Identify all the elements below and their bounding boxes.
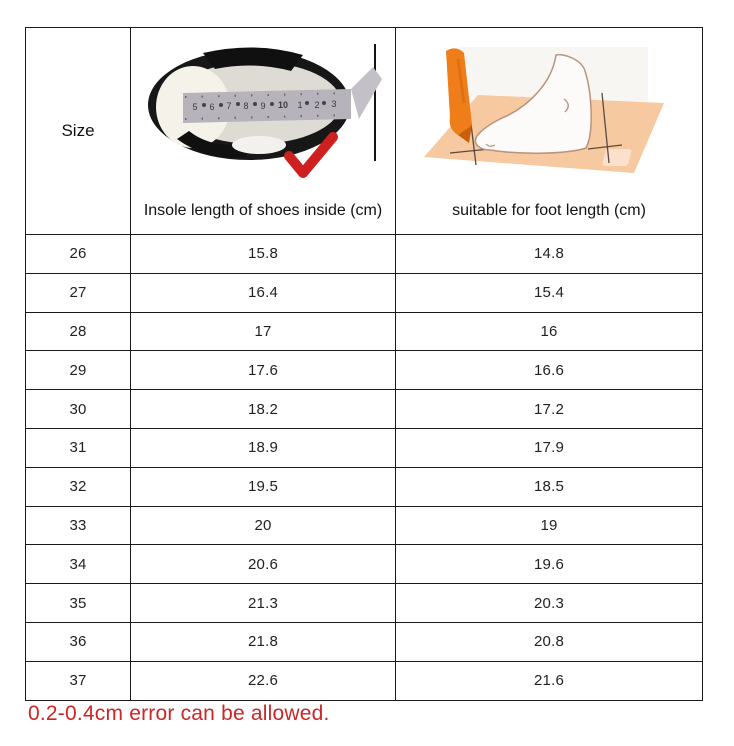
insole-column-header: [131, 28, 396, 235]
foot-cell: 20.8: [396, 622, 703, 661]
foot-cell: 17.2: [396, 390, 703, 429]
foot-cell: 17.9: [396, 428, 703, 467]
svg-text:8: 8: [243, 101, 249, 111]
shoe-insole-photo: [137, 39, 389, 191]
size-chart-table: [25, 27, 703, 701]
size-chart-body: [26, 235, 703, 701]
svg-text:1: 1: [297, 100, 303, 110]
insole-cell: 20: [131, 506, 396, 545]
svg-text:9: 9: [260, 101, 266, 111]
size-cell: 27: [26, 273, 131, 312]
size-cell: 33: [26, 506, 131, 545]
insole-cell: 16.4: [131, 273, 396, 312]
table-row: [26, 584, 703, 623]
foot-cell: 21.6: [396, 661, 703, 700]
svg-text:2: 2: [314, 100, 320, 110]
table-row: [26, 467, 703, 506]
table-row: [26, 235, 703, 274]
insole-cell: 17: [131, 312, 396, 351]
foot-column-label: suitable for foot length (cm): [452, 202, 646, 219]
table-row: [26, 661, 703, 700]
svg-text:10: 10: [277, 100, 289, 110]
insole-cell: 17.6: [131, 351, 396, 390]
size-cell: 31: [26, 428, 131, 467]
foot-cell: 19.6: [396, 545, 703, 584]
insole-cell: 18.9: [131, 428, 396, 467]
size-cell: 35: [26, 584, 131, 623]
size-cell: 34: [26, 545, 131, 584]
svg-text:5: 5: [192, 102, 198, 112]
insole-cell: 22.6: [131, 661, 396, 700]
insole-cell: 19.5: [131, 467, 396, 506]
foot-cell: 18.5: [396, 467, 703, 506]
foot-cell: 15.4: [396, 273, 703, 312]
table-row: [26, 622, 703, 661]
table-row: [26, 428, 703, 467]
table-row: [26, 351, 703, 390]
foot-column-header: [396, 28, 703, 235]
foot-cell: 14.8: [396, 235, 703, 274]
size-cell: 30: [26, 390, 131, 429]
insole-cell: 20.6: [131, 545, 396, 584]
insole-column-label: Insole length of shoes inside (cm): [143, 202, 383, 219]
shoe-measure-image-wrap: [131, 28, 395, 202]
table-row: [26, 312, 703, 351]
insole-cell: 15.8: [131, 235, 396, 274]
size-cell: 29: [26, 351, 131, 390]
svg-text:7: 7: [226, 101, 232, 111]
svg-text:3: 3: [331, 99, 337, 109]
foot-measurement-illustration: [406, 41, 692, 189]
foot-cell: 20.3: [396, 584, 703, 623]
insole-cell: 18.2: [131, 390, 396, 429]
foot-cell: 19: [396, 506, 703, 545]
size-column-header: Size: [26, 28, 131, 235]
svg-text:6: 6: [209, 102, 215, 112]
insole-cell: 21.3: [131, 584, 396, 623]
foot-cell: 16: [396, 312, 703, 351]
table-row: [26, 273, 703, 312]
insole-cell: 21.8: [131, 622, 396, 661]
size-cell: 32: [26, 467, 131, 506]
size-cell: 26: [26, 235, 131, 274]
size-cell: 28: [26, 312, 131, 351]
size-cell: 36: [26, 622, 131, 661]
table-row: [26, 390, 703, 429]
table-row: [26, 545, 703, 584]
table-row: [26, 506, 703, 545]
foot-cell: 16.6: [396, 351, 703, 390]
size-cell: 37: [26, 661, 131, 700]
header-row: [26, 28, 703, 235]
mat-watermark: [602, 149, 632, 166]
error-note: 0.2-0.4cm error can be allowed.: [28, 702, 330, 725]
foot-measure-image-wrap: [396, 28, 702, 202]
